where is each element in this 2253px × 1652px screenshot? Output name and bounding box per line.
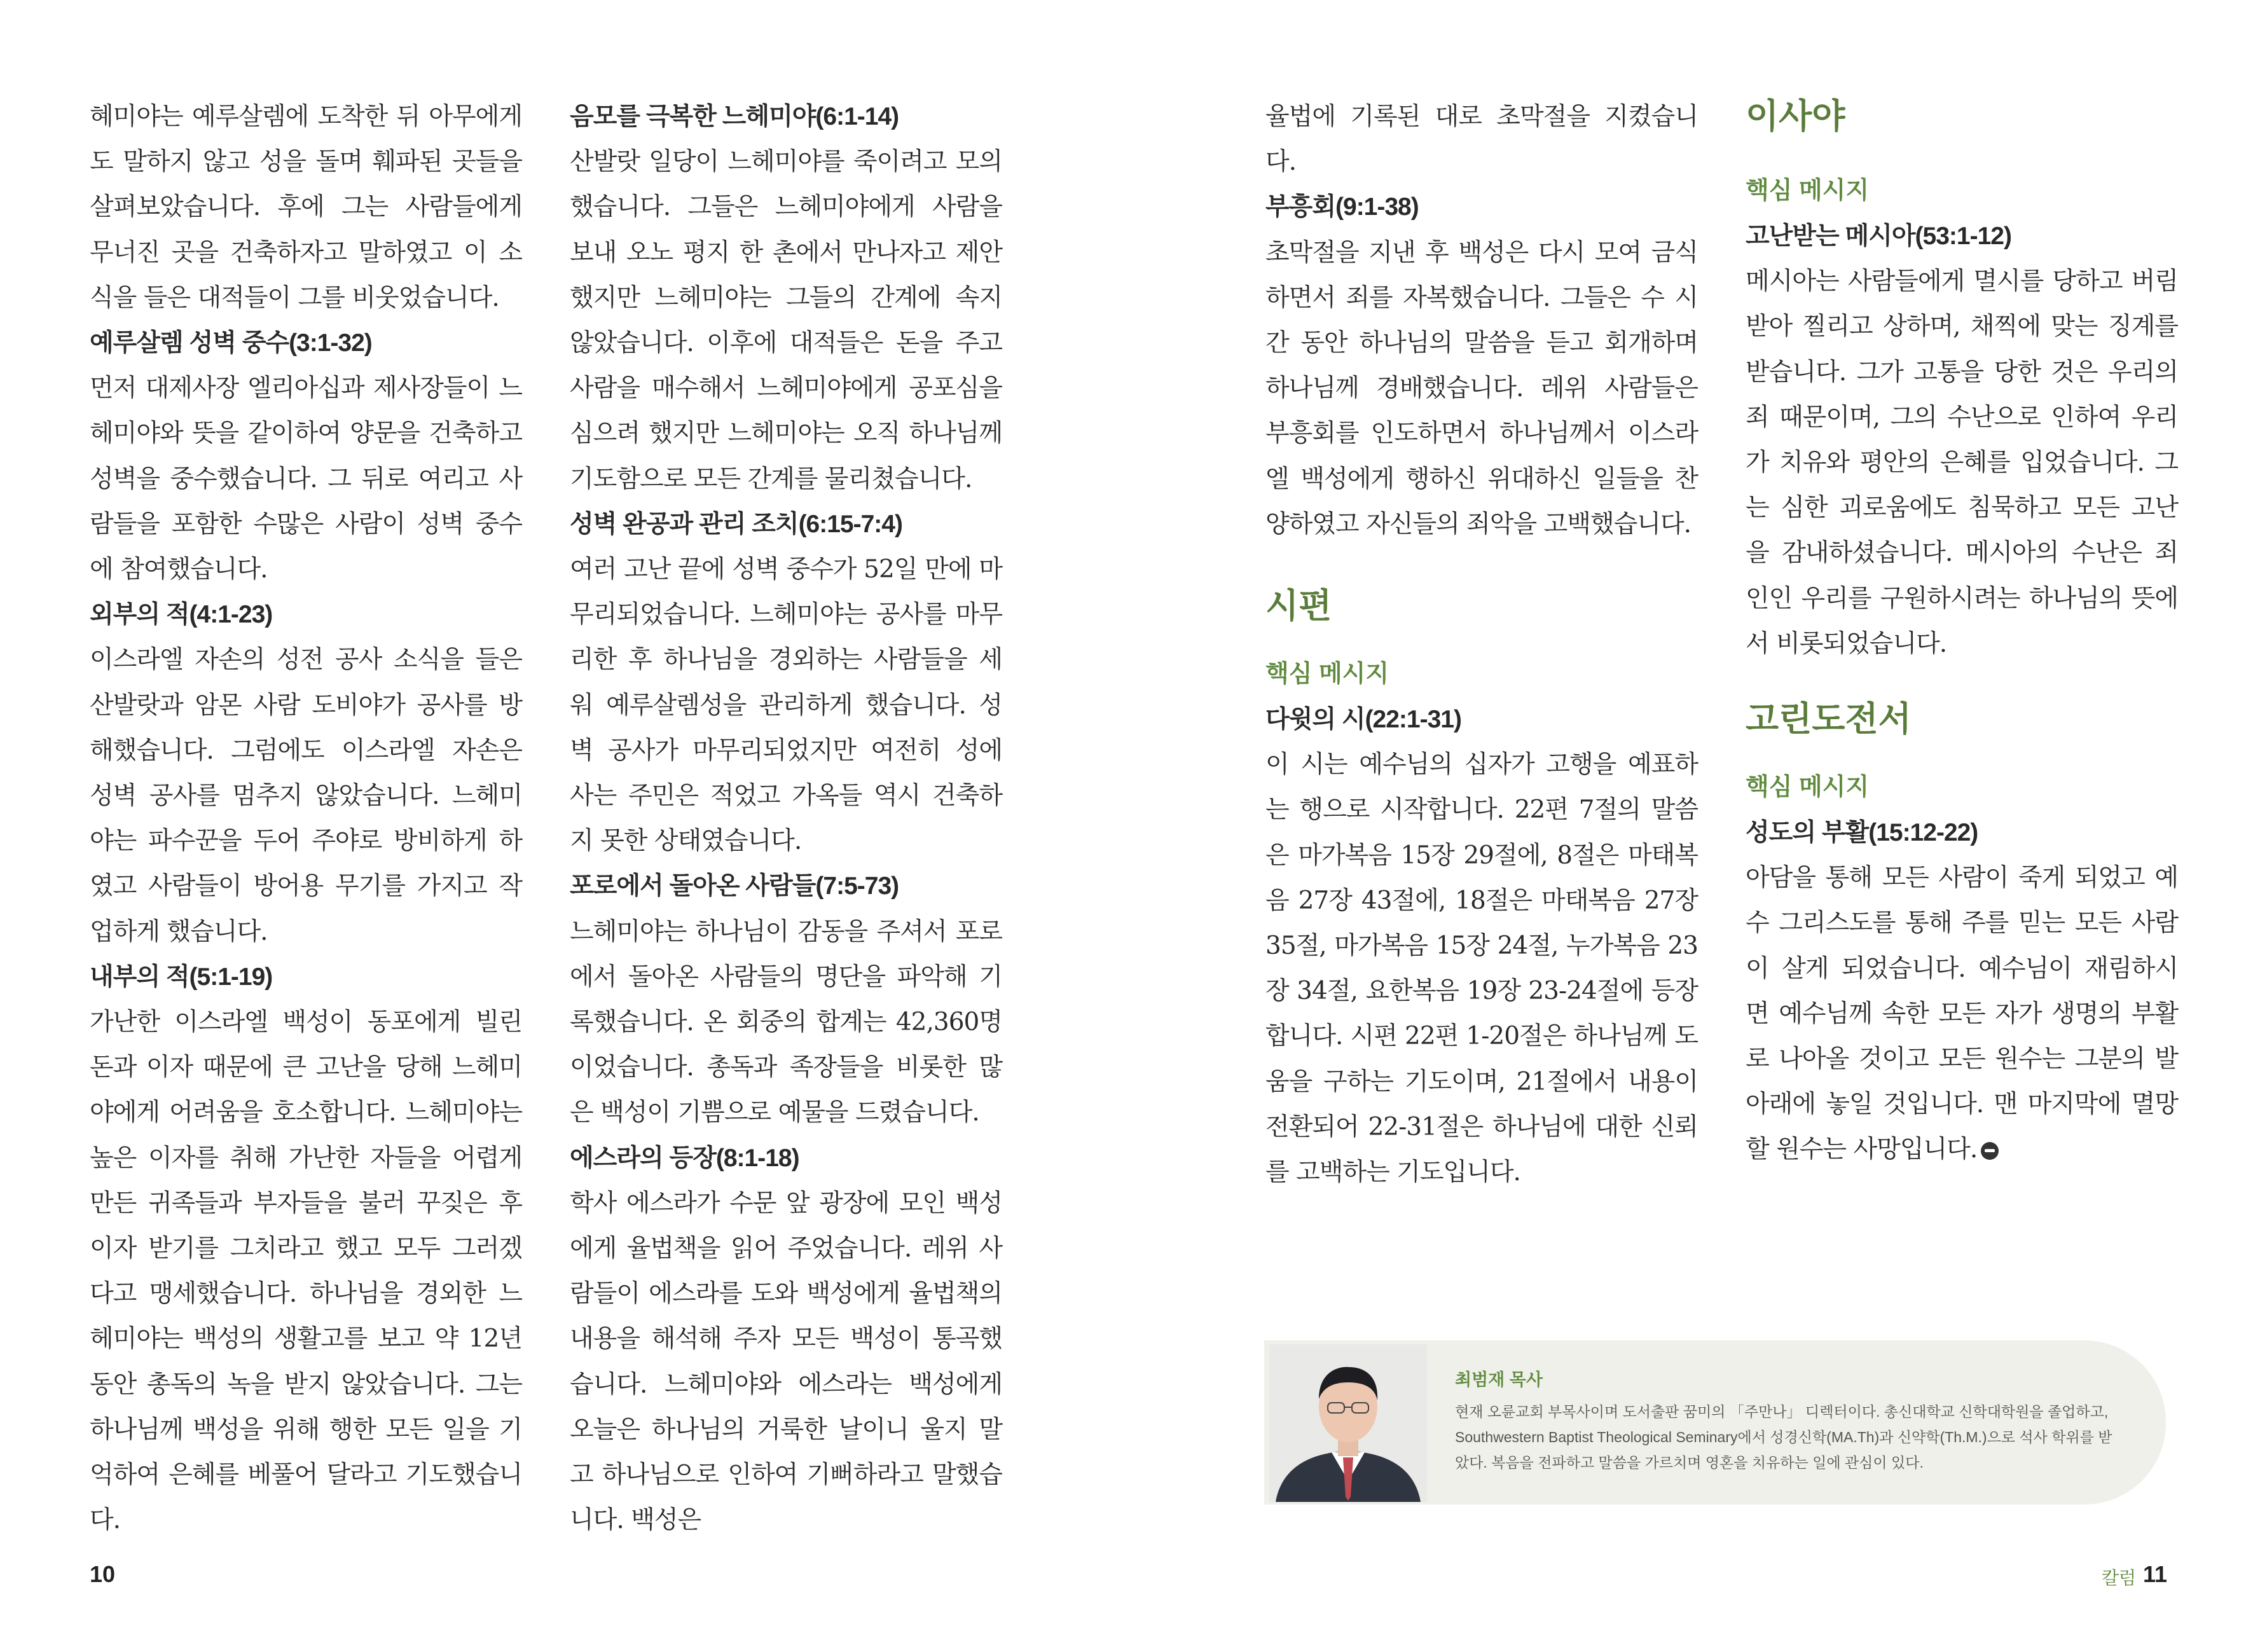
paragraph-david: 이 시는 예수님의 십자가 고행을 예표하는 행으로 시작합니다. 22편 7절의 말씀은 마가복음 15장 29절에, 8절은 마태복음 27장 43절에, 18절은 마태복음 27장 35절, 마가복음 15장 24절, 누가복음 23장 34절, 요한복음 19장 23-24절에 등장합니다. 시편 22편 1-20절은 하나님께 도움을 구하는 기도이며, 21절에서 내용이 전환되어 22-31절은 하나님에 대한 신뢰를 고백하는 기도입니다. [1265, 750, 1698, 1187]
subheading-internal-enemy: 내부의 적(5:1-19) [90, 963, 273, 991]
paragraph-resurrection-text: 아담을 통해 모든 사람이 죽게 되었고 예수 그리스도를 통해 주를 믿는 모든 사람이 살게 되었습니다. 예수님이 재림하시면 예수님께 속한 모든 자가 생명의 부활로 나아올 것이고 모든 원수는 그분의 발아래에 놓일 것입니다. 맨 마지막에 멸망할 원수는 사망입니다. [1746, 864, 2178, 1164]
book-heading-isaiah: 이사야 [1746, 95, 1845, 136]
paragraph-resurrection [1746, 855, 2178, 1172]
paragraph-external-enemy: 이스라엘 자손의 성전 공사 소식을 들은 산발랏과 암몬 사람 도비야가 공사를 방해했습니다. 그럼에도 이스라엘 자손은 성벽 공사를 멈추지 않았습니다. 느헤미야는 파수꾼을 두어 주야로 방비하게 하였고 사람들이 방어용 무기를 가지고 작업하게 했습니다. [90, 645, 522, 946]
author-bio: 현재 오륜교회 부목사이며 도서출판 꿈미의 「주만나」 디렉터이다. 총신대학교 신학대학원을 졸업하고, Southwestern Baptist Theological Seminary에서 성경신학(MA.Th)과 신약학(Th.M.)으로 석사 학위를 받았다. 복음을 전파하고 말씀을 가르치며 영혼을 치유하는 일에 관심이 있다. [1455, 1403, 2112, 1471]
core-message-label: 핵심 메시지 [1746, 177, 1870, 204]
subheading-revival: 부흥회(9:1-38) [1265, 193, 1419, 221]
subheading-wall-repair: 예루살렘 성벽 중수(3:1-32) [90, 329, 372, 357]
subheading-wall-complete: 성벽 완공과 관리 조치(6:15-7:4) [570, 510, 902, 538]
paragraph-continued: 율법에 기록된 대로 초막절을 지켰습니다. [1265, 102, 1698, 177]
subheading-returned: 포로에서 돌아온 사람들(7:5-73) [570, 872, 899, 900]
paragraph-wall-repair: 먼저 대제사장 엘리아십과 제사장들이 느헤미야와 뜻을 같이하여 양문을 건축하고 성벽을 중수했습니다. 그 뒤로 여리고 사람들을 포함한 수많은 사람이 성벽 중수에 참여했습니다. [90, 374, 522, 584]
book-heading-corinthians: 고린도전서 [1746, 698, 1912, 740]
author-photo [1269, 1344, 1427, 1502]
page-number-right: 11 [2143, 1561, 2168, 1587]
subheading-messiah: 고난받는 메시아(53:1-12) [1746, 223, 2011, 250]
left-column-2 [570, 94, 1002, 1543]
paragraph-returned: 느헤미야는 하나님이 감동을 주셔서 포로에서 돌아온 사람들의 명단을 파악해 기록했습니다. 온 회중의 합계는 42,360명이었습니다. 총독과 족장들을 비롯한 많은 백성이 기쁨으로 예물을 드렸습니다. [570, 917, 1002, 1127]
end-mark-icon [1981, 1142, 1999, 1160]
paragraph-messiah: 메시아는 사람들에게 멸시를 당하고 버림받아 찔리고 상하며, 채찍에 맞는 징계를 받습니다. 그가 고통을 당한 것은 우리의 죄 때문이며, 그의 수난으로 인하여 우리가 치유와 평안의 은혜를 입었습니다. 그는 심한 괴로움에도 침묵하고 모든 고난을 감내하셨습니다. 메시아의 수난은 죄인인 우리를 구원하시려는 하나님의 뜻에서 비롯되었습니다. [1746, 267, 2178, 658]
left-column-1 [90, 94, 522, 1543]
core-message-label: 핵심 메시지 [1746, 773, 1870, 801]
subheading-david: 다윗의 시(22:1-31) [1265, 706, 1461, 734]
core-message-label: 핵심 메시지 [1265, 660, 1389, 687]
paragraph-revival: 초막절을 지낸 후 백성은 다시 모여 금식하면서 죄를 자복했습니다. 그들은 수 시간 동안 하나님의 말씀을 듣고 회개하며 하나님께 경배했습니다. 레위 사람들은 부흥회를 인도하면서 하나님께서 이스라엘 백성에게 행하신 위대하신 일들을 찬양하였고 자신들의 죄악을 고백했습니다. [1265, 238, 1698, 539]
paragraph-ezra: 학사 에스라가 수문 앞 광장에 모인 백성에게 율법책을 읽어 주었습니다. 레위 사람들이 에스라를 도와 백성에게 율법책의 내용을 해석해 주자 모든 백성이 통곡했습니다. 느헤미야와 에스라는 백성에게 오늘은 하나님의 거룩한 날이니 울지 말고 하나님으로 인하여 기뻐하라고 말했습니다. 백성은 [570, 1188, 1002, 1535]
subheading-resurrection: 성도의 부활(15:12-22) [1746, 819, 1978, 847]
subheading-plot: 음모를 극복한 느헤미야(6:1-14) [570, 103, 899, 130]
right-column-2 [1746, 95, 2178, 1173]
subheading-external-enemy: 외부의 적(4:1-23) [90, 601, 273, 629]
page-number-left: 10 [90, 1561, 116, 1587]
paragraph-wall-complete: 여러 고난 끝에 성벽 중수가 52일 만에 마무리되었습니다. 느헤미야는 공사를 마무리한 후 하나님을 경외하는 사람들을 세워 예루살렘성을 관리하게 했습니다. 성벽 공사가 마무리되었지만 여전히 성에 사는 주민은 적었고 가옥들 역시 건축하지 못한 상태였습니다. [570, 555, 1002, 856]
author-portrait-icon [1269, 1344, 1427, 1502]
paragraph-internal-enemy: 가난한 이스라엘 백성이 동포에게 빌린 돈과 이자 때문에 큰 고난을 당해 느헤미야에게 어려움을 호소합니다. 느헤미야는 높은 이자를 취해 가난한 자들을 어렵게 만든 귀족들과 부자들을 불러 꾸짖은 후 이자 받기를 그치라고 했고 모두 그러겠다고 맹세했습니다. 하나님을 경외한 느헤미야는 백성의 생활고를 보고 약 12년 동안 총독의 녹을 받지 않았습니다. 그는 하나님께 백성을 위해 행한 모든 일을 기억하여 은혜를 베풀어 달라고 기도했습니다. [90, 1008, 522, 1535]
section-label: 칼럼 [2102, 1568, 2137, 1588]
book-heading-psalms: 시편 [1265, 585, 1332, 626]
author-name: 최범재 목사 [1455, 1370, 1543, 1389]
paragraph-intro: 혜미야는 예루살렘에 도착한 뒤 아무에게도 말하지 않고 성을 돌며 훼파된 곳들을 살펴보았습니다. 후에 그는 사람들에게 무너진 곳을 건축하자고 말하였고 이 소식을 들은 대적들이 그를 비웃었습니다. [90, 102, 522, 312]
author-profile-box [1264, 1340, 2166, 1504]
subheading-ezra: 에스라의 등장(8:1-18) [570, 1144, 799, 1172]
paragraph-plot: 산발랏 일당이 느헤미야를 죽이려고 모의했습니다. 그들은 느헤미야에게 사람을 보내 오노 평지 한 촌에서 만나자고 제안했지만 느헤미야는 그들의 간계에 속지 않았습니다. 이후에 대적들은 돈을 주고 사람을 매수해서 느헤미야에게 공포심을 심으려 했지만 느헤미야는 오직 하나님께 기도함으로 모든 간계를 물리쳤습니다. [570, 148, 1002, 493]
right-column-1 [1265, 94, 1698, 1195]
